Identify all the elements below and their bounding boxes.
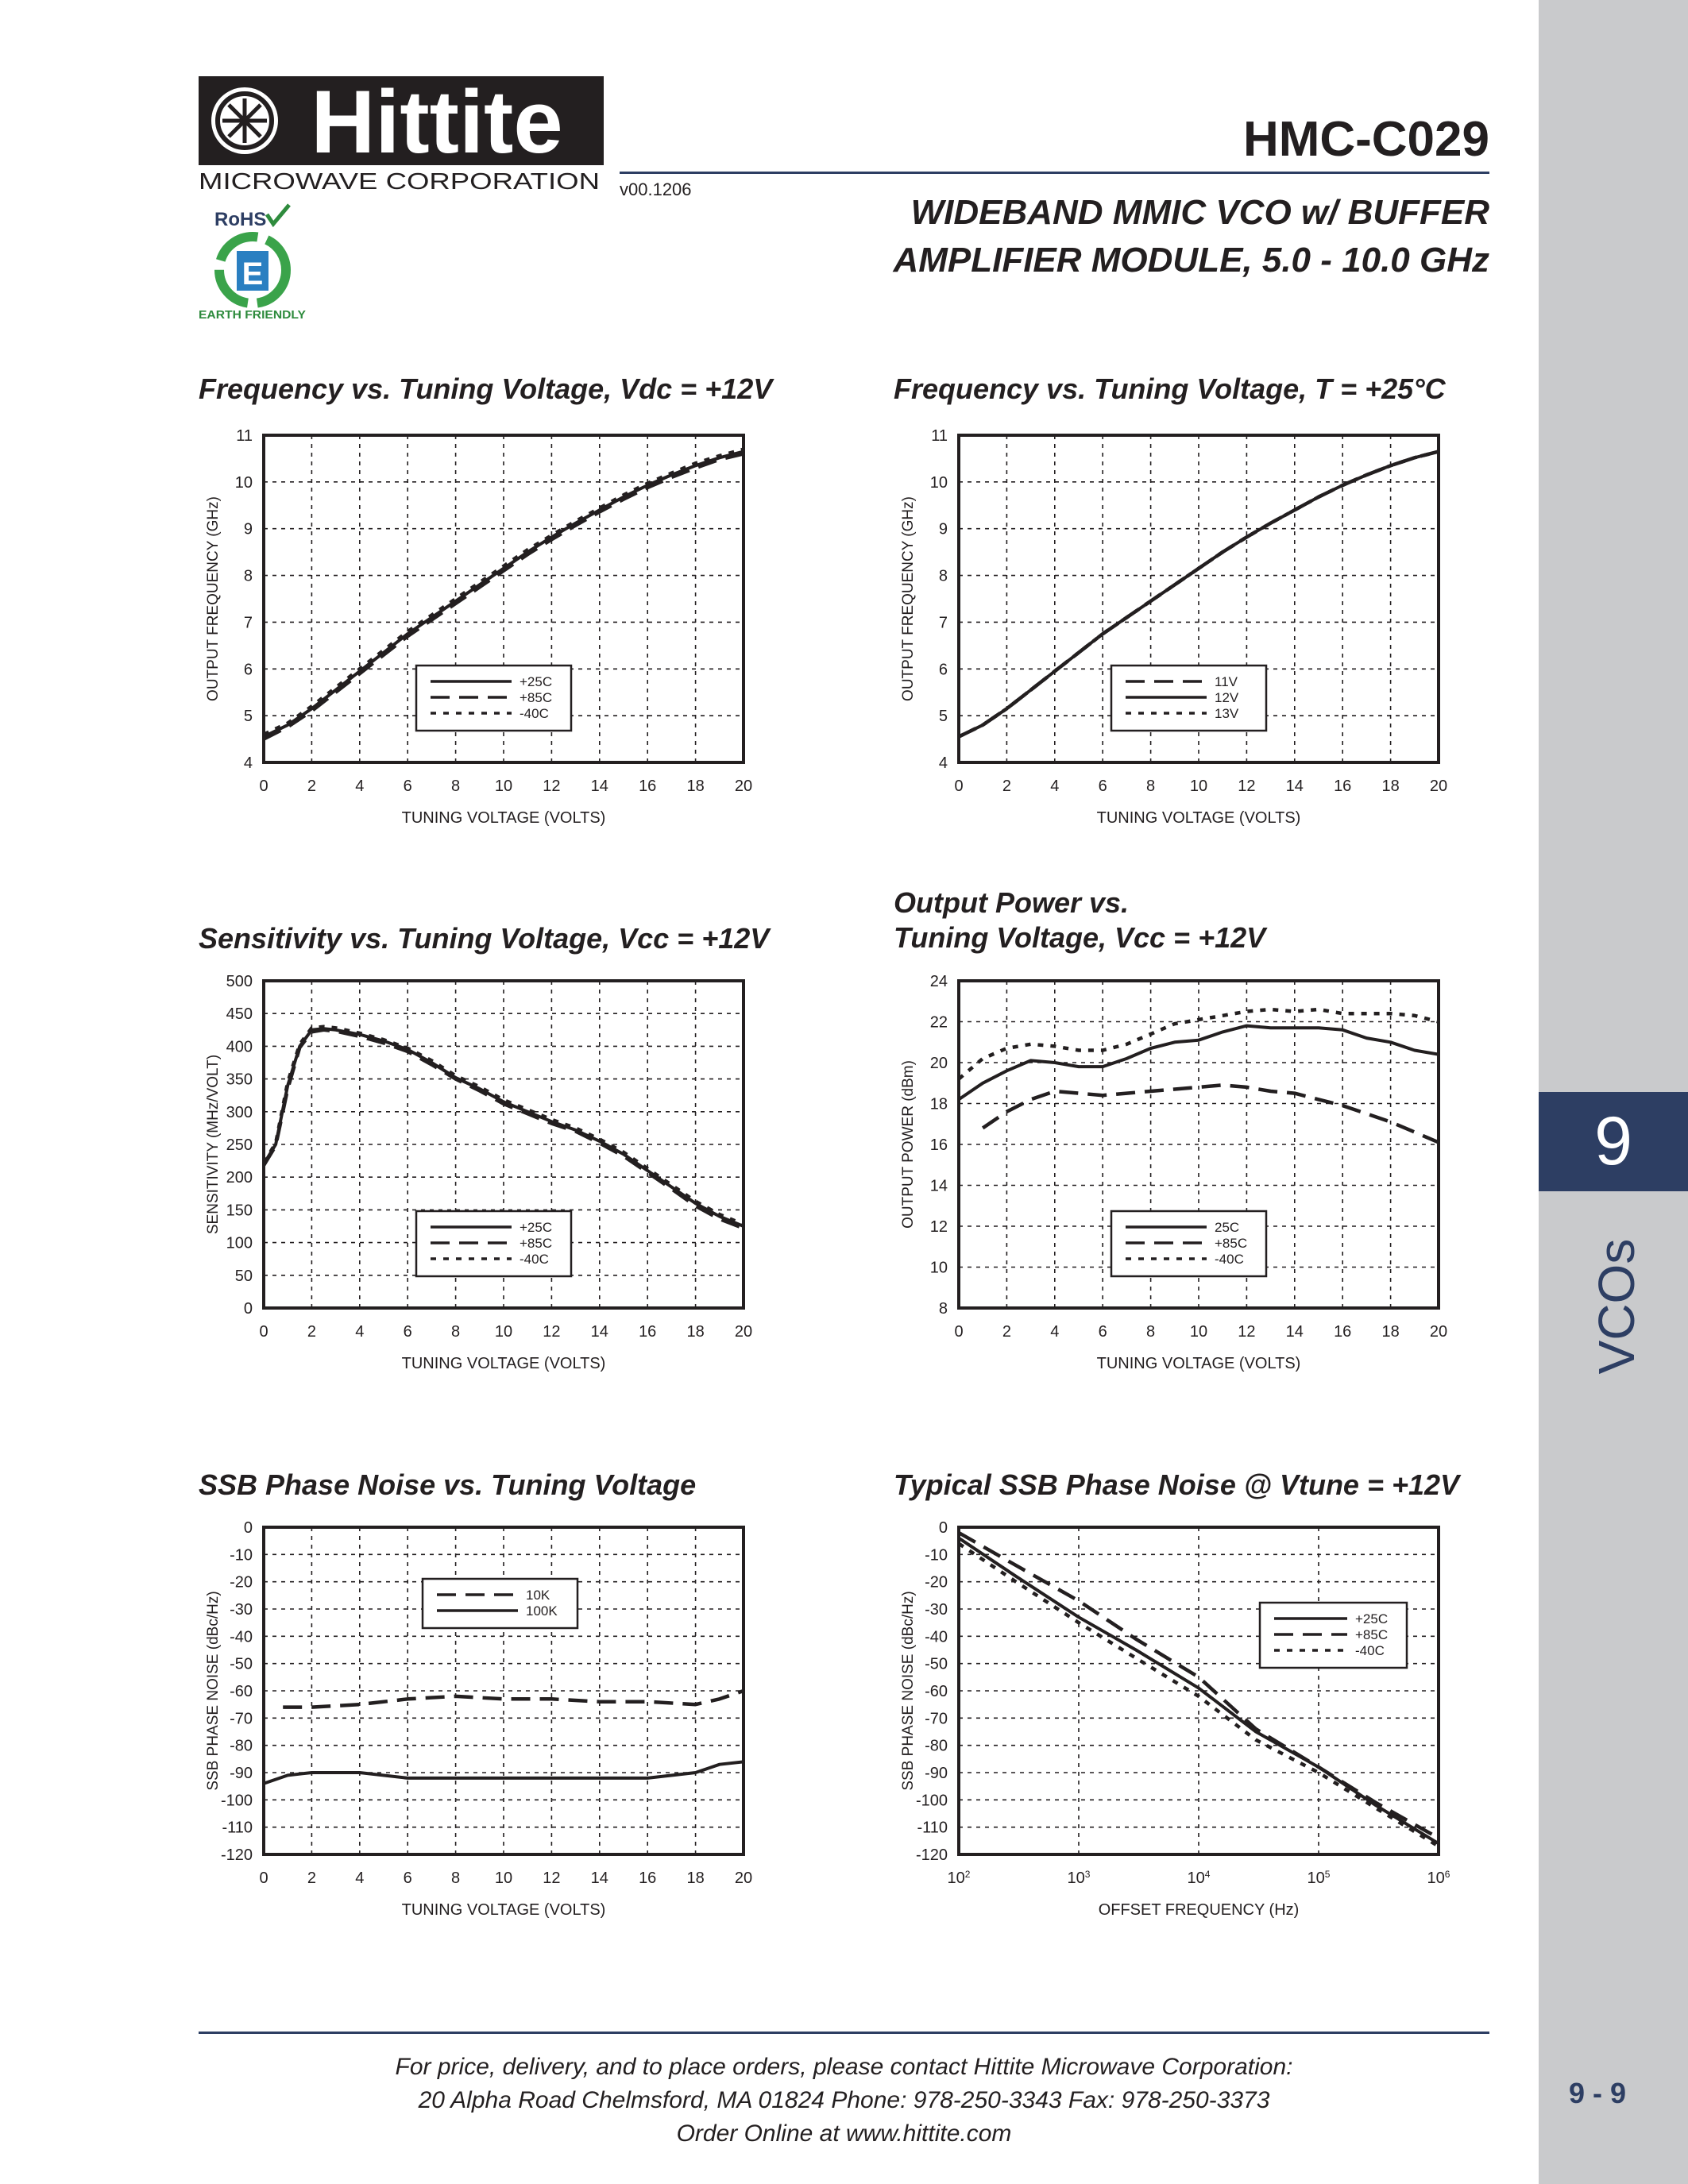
y-tick-label: 10 bbox=[929, 1259, 948, 1277]
y-axis-label: OUTPUT FREQUENCY (GHz) bbox=[205, 496, 222, 701]
y-tick-label: 8 bbox=[243, 567, 253, 585]
chart6-title: Typical SSB Phase Noise @ Vtune = +12V bbox=[894, 1468, 1460, 1501]
x-tick-label: $10^6$ bbox=[1427, 1869, 1450, 1887]
legend-label: 10K bbox=[526, 1588, 550, 1603]
chart-phase-noise-vs-voltage bbox=[199, 1513, 771, 1926]
x-tick-label: 20 bbox=[734, 1323, 753, 1341]
x-axis-label: OFFSET FREQUENCY (Hz) bbox=[1098, 1901, 1300, 1919]
y-tick-label: -40 bbox=[230, 1628, 253, 1646]
series-line-25c bbox=[264, 1028, 744, 1226]
y-tick-label: 20 bbox=[929, 1055, 948, 1072]
y-tick-label: -110 bbox=[917, 1819, 948, 1837]
x-tick-label: 8 bbox=[1146, 778, 1156, 795]
part-number: HMC-C029 bbox=[1242, 112, 1489, 167]
legend-label: +85C bbox=[1355, 1627, 1389, 1642]
legend-label: -40C bbox=[1355, 1643, 1385, 1658]
y-tick-label: 4 bbox=[938, 754, 948, 772]
document-title bbox=[893, 189, 1489, 284]
legend-label: -40C bbox=[520, 706, 549, 721]
legend-label: 25C bbox=[1215, 1220, 1240, 1235]
y-tick-label: 500 bbox=[226, 973, 253, 990]
x-axis-label: TUNING VOLTAGE (VOLTS) bbox=[1096, 1355, 1301, 1372]
chart3-title: Sensitivity vs. Tuning Voltage, Vcc = +12V bbox=[199, 922, 770, 955]
y-tick-label: 0 bbox=[243, 1300, 253, 1318]
legend-label: +25C bbox=[1355, 1611, 1389, 1626]
x-axis-label: TUNING VOLTAGE (VOLTS) bbox=[401, 1355, 606, 1372]
legend-label: +85C bbox=[520, 690, 553, 705]
x-tick-label: 14 bbox=[590, 1870, 608, 1887]
x-tick-label: 12 bbox=[1238, 778, 1256, 795]
y-tick-label: 450 bbox=[226, 1005, 253, 1024]
y-tick-label: -10 bbox=[230, 1546, 253, 1565]
chart1-title: Frequency vs. Tuning Voltage, Vdc = +12V bbox=[199, 372, 773, 405]
checkmark-icon bbox=[267, 205, 289, 224]
x-tick-label: 8 bbox=[1146, 1323, 1156, 1341]
x-tick-label: 12 bbox=[543, 1323, 561, 1341]
x-tick-label: 10 bbox=[494, 1323, 513, 1341]
y-tick-label: -100 bbox=[915, 1792, 948, 1810]
x-tick-label: $10^5$ bbox=[1307, 1869, 1331, 1887]
page-number: 9 - 9 bbox=[1569, 2077, 1627, 2109]
y-tick-label: -80 bbox=[925, 1737, 948, 1755]
x-tick-label: 8 bbox=[451, 1870, 461, 1887]
x-tick-label: 14 bbox=[590, 778, 608, 795]
x-tick-label: 4 bbox=[1050, 778, 1060, 795]
series-line-40c bbox=[264, 1027, 744, 1225]
footer-line-1: For price, delivery, and to place orders, please contact Hittite Microwave Corporation: bbox=[395, 2054, 1293, 2080]
y-tick-label: 24 bbox=[929, 973, 948, 990]
x-tick-label: 20 bbox=[1429, 778, 1448, 795]
x-tick-label: $10^4$ bbox=[1187, 1869, 1211, 1887]
hittite-logo bbox=[199, 73, 604, 192]
y-axis-label: OUTPUT FREQUENCY (GHz) bbox=[900, 496, 917, 701]
x-tick-label: 16 bbox=[639, 1870, 657, 1887]
section-tab-label bbox=[1581, 1239, 1652, 1374]
legend-label: 11V bbox=[1215, 674, 1238, 689]
y-tick-label: -90 bbox=[925, 1765, 948, 1782]
y-tick-label: 400 bbox=[226, 1038, 253, 1056]
x-tick-label: 4 bbox=[355, 1323, 365, 1341]
y-tick-label: -120 bbox=[220, 1846, 253, 1864]
y-tick-label: 5 bbox=[243, 708, 253, 726]
y-tick-label: -120 bbox=[915, 1846, 948, 1864]
x-tick-label: 16 bbox=[1334, 1323, 1352, 1341]
y-tick-label: -70 bbox=[925, 1710, 948, 1728]
x-tick-label: 0 bbox=[259, 778, 268, 795]
rohs-e-mark: E bbox=[241, 257, 264, 291]
x-tick-label: 10 bbox=[494, 1870, 513, 1887]
footer bbox=[199, 2051, 1489, 2151]
legend-label: -40C bbox=[520, 1252, 549, 1267]
y-axis-label: SSB PHASE NOISE (dBc/Hz) bbox=[900, 1591, 917, 1791]
x-tick-label: 18 bbox=[1381, 778, 1400, 795]
y-tick-label: 14 bbox=[929, 1177, 948, 1195]
chart-sensitivity bbox=[199, 967, 771, 1379]
x-tick-label: 2 bbox=[307, 1870, 316, 1887]
footer-rule bbox=[199, 2032, 1489, 2034]
y-tick-label: 250 bbox=[226, 1136, 253, 1154]
x-tick-label: 12 bbox=[543, 1870, 561, 1887]
y-tick-label: 9 bbox=[938, 520, 948, 538]
x-tick-label: 10 bbox=[1189, 1323, 1208, 1341]
legend-label: -40C bbox=[1215, 1252, 1244, 1267]
y-tick-label: 350 bbox=[226, 1071, 253, 1089]
x-tick-label: 2 bbox=[1002, 778, 1011, 795]
y-tick-label: 16 bbox=[929, 1136, 948, 1154]
x-tick-label: 12 bbox=[1238, 1323, 1256, 1341]
y-tick-label: -60 bbox=[230, 1683, 253, 1700]
section-tab-number: 9 bbox=[1539, 1092, 1688, 1191]
rohs-badge bbox=[197, 203, 316, 322]
y-tick-label: -30 bbox=[230, 1601, 253, 1619]
x-tick-label: 4 bbox=[355, 1870, 365, 1887]
x-tick-label: 18 bbox=[1381, 1323, 1400, 1341]
y-tick-label: -20 bbox=[230, 1573, 253, 1592]
footer-line-3: Order Online at www.hittite.com bbox=[676, 2120, 1012, 2147]
y-tick-label: 0 bbox=[938, 1519, 948, 1537]
x-tick-label: 6 bbox=[403, 1870, 412, 1887]
y-tick-label: 11 bbox=[931, 427, 948, 445]
x-tick-label: 16 bbox=[639, 1323, 657, 1341]
legend-label: +25C bbox=[520, 1220, 553, 1235]
x-tick-label: 4 bbox=[1050, 1323, 1060, 1341]
x-tick-label: 14 bbox=[1285, 1323, 1304, 1341]
x-tick-label: 14 bbox=[1285, 778, 1304, 795]
x-tick-label: 16 bbox=[1334, 778, 1352, 795]
x-tick-label: 8 bbox=[451, 1323, 461, 1341]
y-tick-label: -70 bbox=[230, 1710, 253, 1728]
x-tick-label: $10^2$ bbox=[947, 1869, 971, 1887]
y-axis-label: SSB PHASE NOISE (dBc/Hz) bbox=[205, 1591, 222, 1791]
x-tick-label: $10^3$ bbox=[1067, 1869, 1091, 1887]
footer-line-2: 20 Alpha Road Chelmsford, MA 01824 Phone: 978-250-3343 Fax: 978-250-3373 bbox=[418, 2087, 1270, 2113]
x-tick-label: 6 bbox=[403, 778, 412, 795]
x-tick-label: 6 bbox=[403, 1323, 412, 1341]
y-tick-label: 10 bbox=[234, 473, 253, 492]
legend-label: 12V bbox=[1215, 690, 1239, 705]
x-tick-label: 18 bbox=[686, 1870, 705, 1887]
chart-typical-phase-noise bbox=[894, 1513, 1466, 1926]
y-tick-label: 4 bbox=[243, 754, 253, 772]
y-tick-label: 200 bbox=[226, 1169, 253, 1187]
y-tick-label: 12 bbox=[929, 1218, 948, 1236]
y-tick-label: -110 bbox=[222, 1819, 253, 1837]
x-tick-label: 20 bbox=[734, 778, 753, 795]
x-tick-label: 0 bbox=[259, 1323, 268, 1341]
y-tick-label: 11 bbox=[236, 427, 253, 445]
header-rule bbox=[620, 172, 1489, 174]
y-tick-label: -60 bbox=[925, 1683, 948, 1700]
x-tick-label: 6 bbox=[1098, 1323, 1107, 1341]
chart-output-power bbox=[894, 967, 1466, 1379]
x-tick-label: 6 bbox=[1098, 778, 1107, 795]
y-tick-label: -10 bbox=[925, 1546, 948, 1565]
section-name: VCOs bbox=[1588, 1238, 1645, 1375]
y-tick-label: 5 bbox=[938, 708, 948, 726]
logo-subtitle: MICROWAVE CORPORATION bbox=[199, 169, 600, 192]
legend-label: +25C bbox=[520, 674, 553, 689]
y-tick-label: 300 bbox=[226, 1103, 253, 1121]
y-tick-label: 22 bbox=[929, 1013, 948, 1032]
chart4-title bbox=[894, 886, 1265, 955]
chart4-title-line-2: Tuning Voltage, Vcc = +12V bbox=[894, 921, 1266, 954]
title-line-2: AMPLIFIER MODULE, 5.0 - 10.0 GHz bbox=[893, 241, 1489, 280]
y-tick-label: 18 bbox=[929, 1095, 948, 1113]
legend-label: +85C bbox=[520, 1236, 553, 1251]
y-tick-label: 8 bbox=[938, 567, 948, 585]
y-tick-label: -90 bbox=[230, 1765, 253, 1782]
y-tick-label: -50 bbox=[230, 1655, 253, 1673]
x-tick-label: 0 bbox=[259, 1870, 268, 1887]
x-tick-label: 2 bbox=[307, 778, 316, 795]
y-tick-label: 7 bbox=[938, 614, 948, 632]
y-axis-label: SENSITIVITY (MHz/VOLT) bbox=[205, 1054, 222, 1235]
series-line-10k bbox=[283, 1691, 744, 1707]
legend-label: +85C bbox=[1215, 1236, 1248, 1251]
x-axis-label: TUNING VOLTAGE (VOLTS) bbox=[1096, 809, 1301, 827]
x-tick-label: 2 bbox=[307, 1323, 316, 1341]
x-axis-label: TUNING VOLTAGE (VOLTS) bbox=[401, 809, 606, 827]
x-tick-label: 20 bbox=[1429, 1323, 1448, 1341]
y-tick-label: 100 bbox=[226, 1234, 253, 1252]
y-tick-label: 10 bbox=[929, 473, 948, 492]
chart5-title: SSB Phase Noise vs. Tuning Voltage bbox=[199, 1468, 697, 1501]
x-tick-label: 20 bbox=[734, 1870, 753, 1887]
y-axis-label: OUTPUT POWER (dBm) bbox=[900, 1060, 917, 1229]
y-tick-label: 9 bbox=[243, 520, 253, 538]
x-tick-label: 4 bbox=[355, 778, 365, 795]
x-tick-label: 10 bbox=[494, 778, 513, 795]
legend-label: 100K bbox=[526, 1603, 558, 1619]
y-tick-label: -30 bbox=[925, 1601, 948, 1619]
y-tick-label: -20 bbox=[925, 1573, 948, 1592]
y-tick-label: 6 bbox=[243, 661, 253, 679]
x-axis-label: TUNING VOLTAGE (VOLTS) bbox=[401, 1901, 606, 1919]
logo-wordmark: Hittite bbox=[311, 73, 563, 172]
chart2-title: Frequency vs. Tuning Voltage, T = +25°C bbox=[894, 372, 1446, 405]
y-tick-label: 7 bbox=[243, 614, 253, 632]
x-tick-label: 2 bbox=[1002, 1323, 1011, 1341]
y-tick-label: -100 bbox=[220, 1792, 253, 1810]
earth-friendly-text: EARTH FRIENDLY bbox=[199, 308, 306, 322]
x-tick-label: 0 bbox=[954, 1323, 964, 1341]
x-tick-label: 10 bbox=[1189, 778, 1208, 795]
legend-label: 13V bbox=[1215, 706, 1239, 721]
y-tick-label: -50 bbox=[925, 1655, 948, 1673]
chart4-title-line-1: Output Power vs. bbox=[894, 886, 1130, 919]
y-tick-label: 8 bbox=[938, 1300, 948, 1318]
series-line-85c bbox=[983, 1085, 1439, 1142]
y-tick-label: -40 bbox=[925, 1628, 948, 1646]
x-tick-label: 0 bbox=[954, 778, 964, 795]
x-tick-label: 14 bbox=[590, 1323, 608, 1341]
version-label: v00.1206 bbox=[620, 179, 692, 199]
y-tick-label: 6 bbox=[938, 661, 948, 679]
y-tick-label: 0 bbox=[243, 1519, 253, 1537]
y-tick-label: -80 bbox=[230, 1737, 253, 1755]
chart-frequency-vs-voltage-temp bbox=[894, 421, 1466, 834]
x-tick-label: 18 bbox=[686, 1323, 705, 1341]
rohs-text: RoHS bbox=[214, 209, 267, 230]
x-tick-label: 18 bbox=[686, 778, 705, 795]
x-tick-label: 12 bbox=[543, 778, 561, 795]
x-tick-label: 16 bbox=[639, 778, 657, 795]
y-tick-label: 150 bbox=[226, 1202, 253, 1220]
title-line-1: WIDEBAND MMIC VCO w/ BUFFER bbox=[910, 193, 1489, 232]
y-tick-label: 50 bbox=[234, 1267, 253, 1285]
chart-frequency-vs-voltage-vdc bbox=[199, 421, 771, 834]
x-tick-label: 8 bbox=[451, 778, 461, 795]
